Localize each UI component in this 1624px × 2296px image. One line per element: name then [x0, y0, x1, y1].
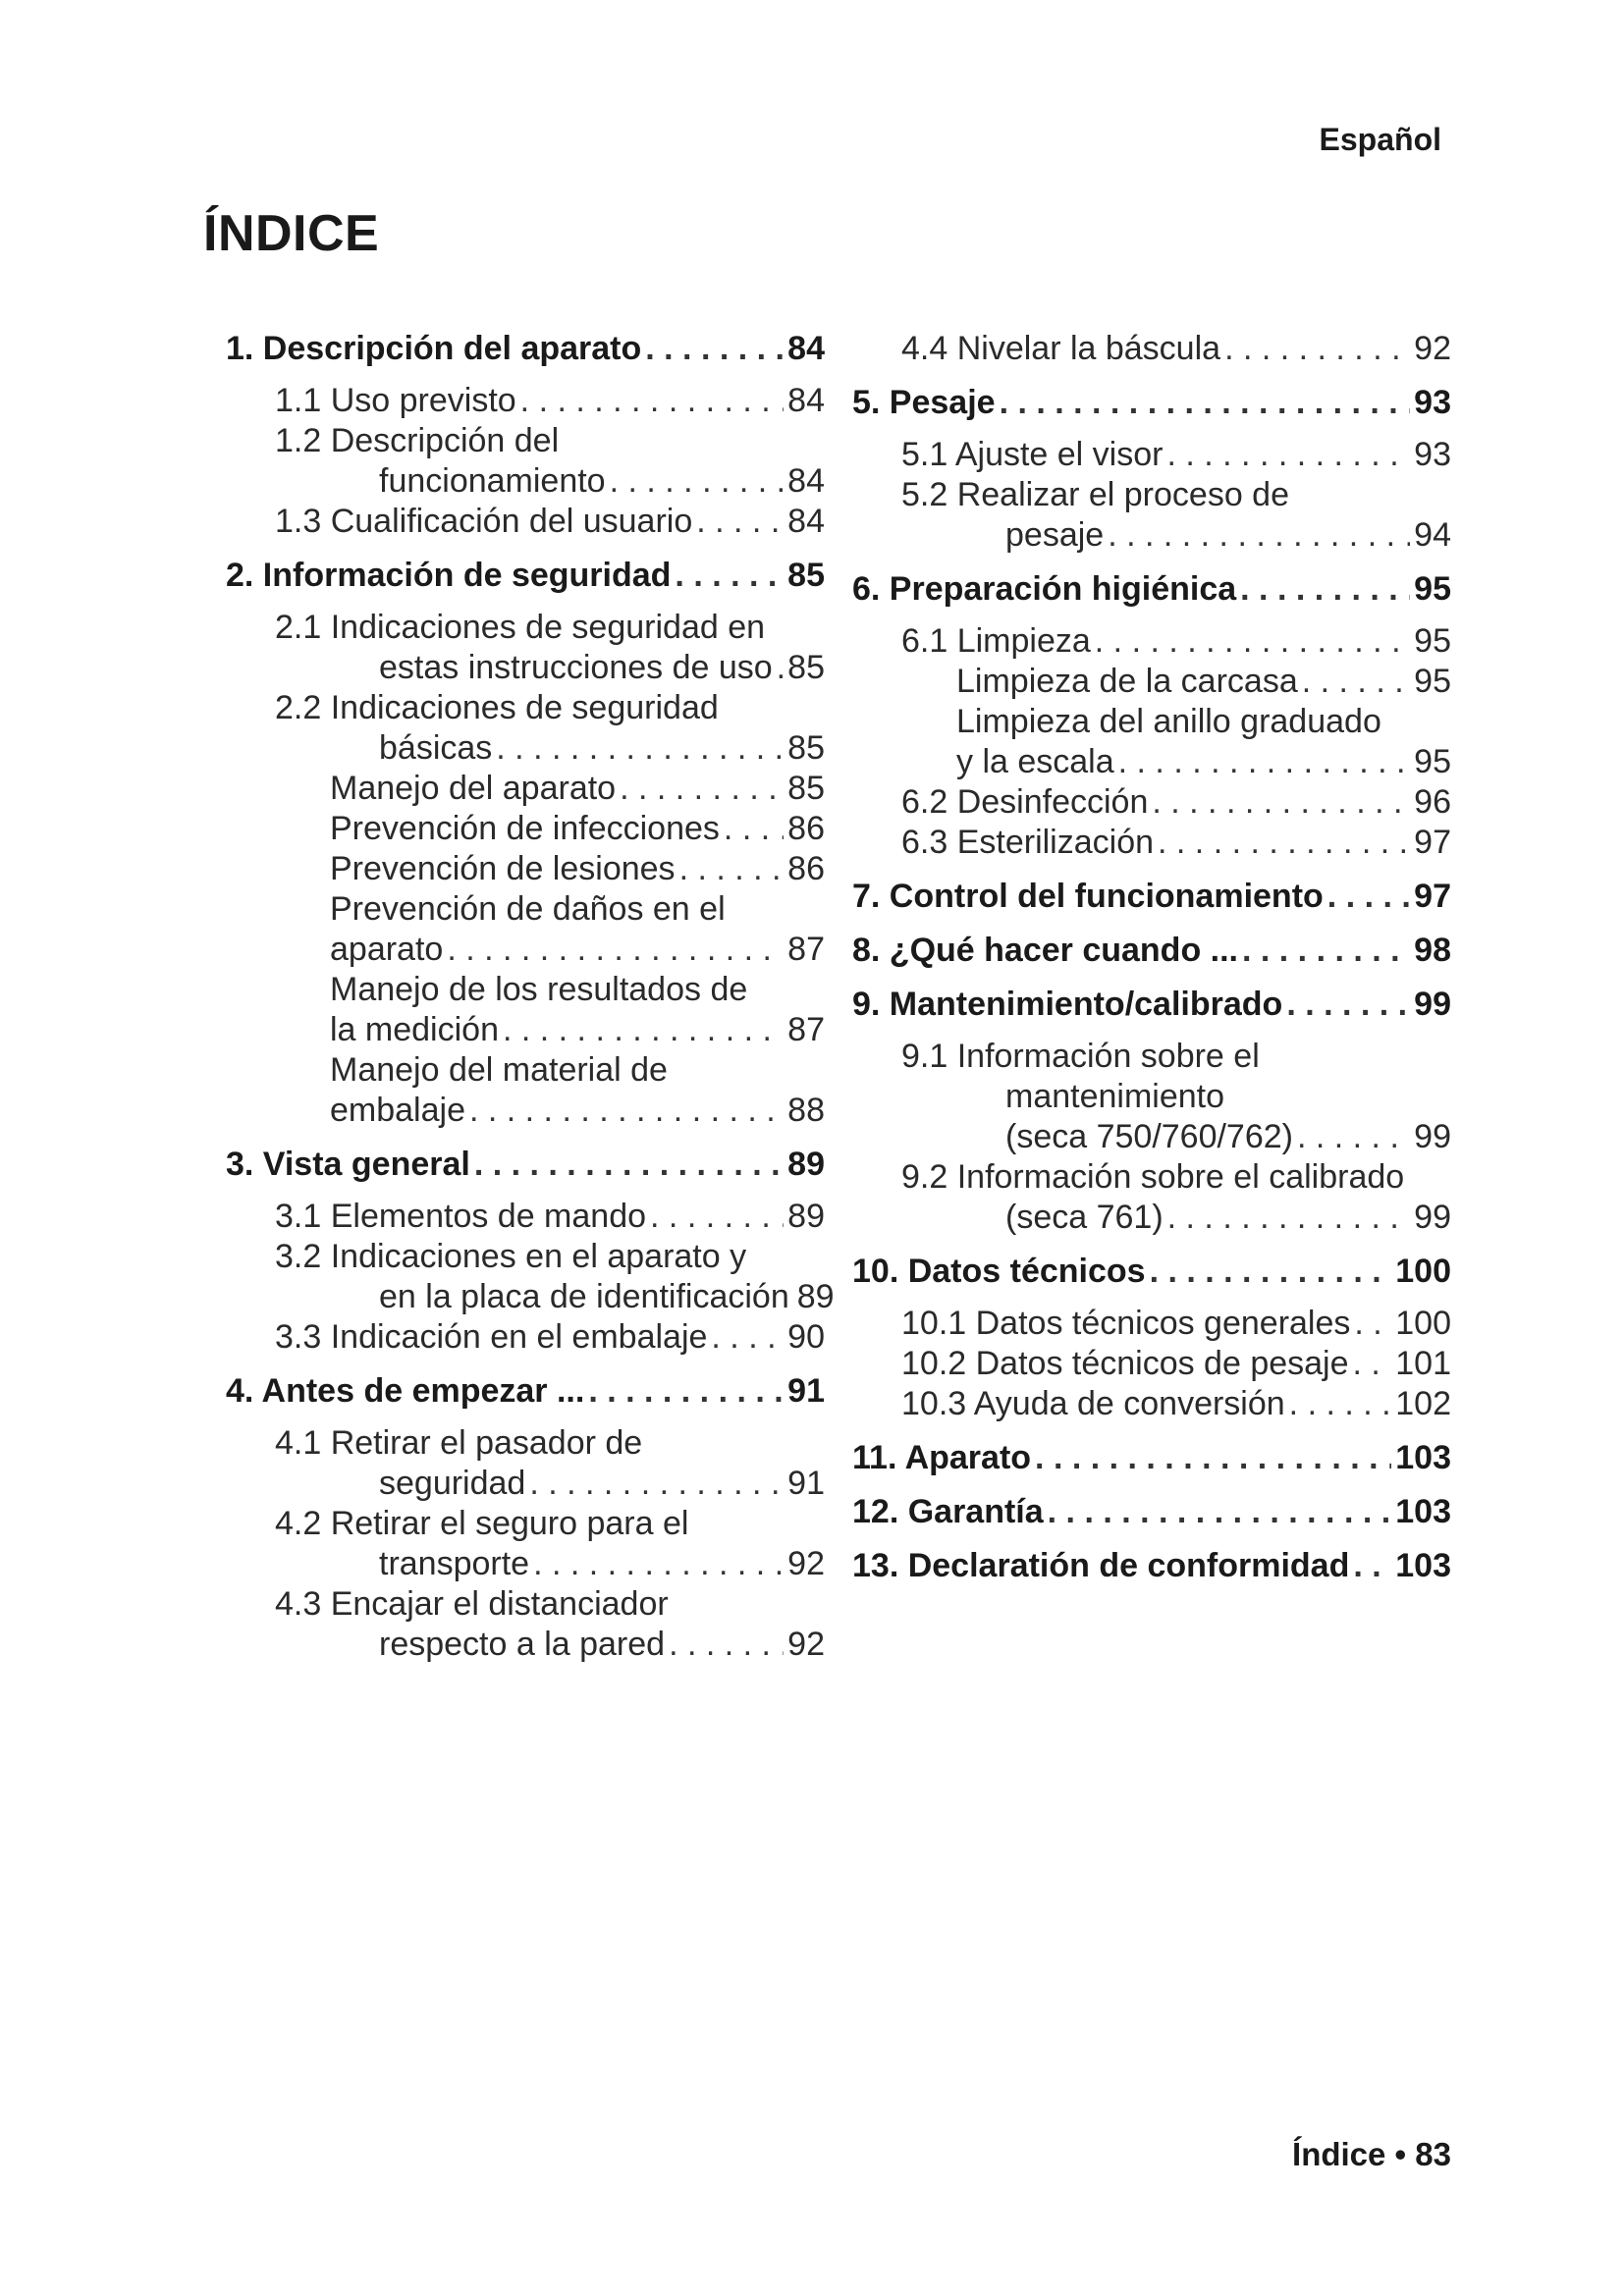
- dot-leader: [520, 381, 785, 421]
- toc-page-number: 92: [1414, 330, 1451, 367]
- toc-page-number: 88: [787, 1092, 825, 1129]
- toc-entry[interactable]: [852, 1344, 1451, 1384]
- toc-entry-title: aparato: [330, 931, 444, 968]
- toc-entry-title: 10.3 Ayuda de conversión: [901, 1385, 1285, 1422]
- toc-entry[interactable]: [226, 1504, 825, 1584]
- toc-entry[interactable]: [852, 823, 1451, 863]
- dot-leader: [645, 329, 784, 369]
- toc-entry[interactable]: [226, 608, 825, 688]
- dot-leader: [675, 556, 784, 596]
- toc-entry[interactable]: [852, 985, 1451, 1025]
- toc-entry-title: 10.2 Datos técnicos de pesaje: [901, 1345, 1349, 1382]
- toc-entry[interactable]: [226, 889, 825, 970]
- toc-entry[interactable]: [852, 435, 1451, 475]
- dot-leader: [1095, 621, 1410, 662]
- dot-leader: [1327, 877, 1410, 917]
- dot-leader: [1286, 985, 1410, 1025]
- dot-leader: [496, 728, 784, 769]
- toc-entry-title: 10. Datos técnicos: [852, 1253, 1146, 1290]
- dot-leader: [1242, 931, 1410, 971]
- toc-entry[interactable]: [226, 1423, 825, 1504]
- toc-page-number: 95: [1414, 663, 1451, 700]
- toc-entry-title: 13. Declaratión de conformidad: [852, 1547, 1350, 1584]
- toc-column-left: [226, 329, 835, 1665]
- toc-entry[interactable]: [852, 329, 1451, 369]
- toc-entry-title: 1. Descripción del aparato: [226, 330, 642, 367]
- toc-entry-title: y la escala: [956, 743, 1114, 780]
- toc-entry-title: 12. Garantía: [852, 1493, 1044, 1530]
- toc-entry-title: 4. Antes de empezar ...: [226, 1372, 585, 1410]
- dot-leader: [1353, 1344, 1392, 1384]
- toc-page-number: 87: [787, 1011, 825, 1048]
- dot-leader: [1289, 1384, 1392, 1424]
- toc-page-number: 85: [787, 557, 825, 594]
- dot-leader: [503, 1010, 784, 1050]
- dot-leader: [669, 1625, 784, 1665]
- toc-entry[interactable]: [226, 1145, 825, 1185]
- toc-entry-title: respecto a la pared: [379, 1626, 666, 1663]
- toc-entry-title-line: 4.1 Retirar el pasador de: [275, 1424, 643, 1462]
- dot-leader: [1166, 435, 1410, 475]
- toc-entry-title-line: 1.2 Descripción del: [275, 422, 560, 459]
- toc-entry-title: 5. Pesaje: [852, 384, 996, 421]
- toc-entry-title: 2. Información de seguridad: [226, 557, 672, 594]
- toc-page-number: 91: [787, 1372, 825, 1410]
- toc-entry[interactable]: [226, 809, 825, 849]
- toc-page-number: 89: [796, 1278, 835, 1315]
- toc-entry-title: embalaje: [330, 1092, 465, 1129]
- toc-entry-title-line: Manejo de los resultados de: [330, 971, 748, 1008]
- toc-page-number: 91: [787, 1465, 825, 1502]
- dot-leader: [529, 1464, 784, 1504]
- toc-page-number: 89: [787, 1146, 825, 1183]
- dot-leader: [610, 461, 785, 502]
- toc-entry-title: 6.1 Limpieza: [901, 622, 1091, 660]
- toc-entry[interactable]: [226, 1197, 825, 1237]
- toc-entry-title-line: Limpieza del anillo graduado: [956, 703, 1381, 740]
- toc-entry-title: estas instrucciones de uso: [379, 649, 773, 686]
- dot-leader: [1000, 383, 1411, 423]
- toc-page-number: 95: [1414, 743, 1451, 780]
- toc-entry[interactable]: [852, 1037, 1451, 1157]
- toc-page-number: 100: [1395, 1253, 1451, 1290]
- toc-page-number: 87: [787, 931, 825, 968]
- toc-entry[interactable]: [852, 662, 1451, 702]
- dot-leader: [696, 502, 784, 542]
- page-title: ÍNDICE: [203, 205, 380, 262]
- toc-entry[interactable]: [226, 970, 825, 1050]
- toc-entry-title: Manejo del aparato: [330, 770, 617, 807]
- dot-leader: [1108, 515, 1410, 556]
- dot-leader: [777, 648, 785, 688]
- dot-leader: [1354, 1304, 1391, 1344]
- toc-page-number: 85: [787, 729, 825, 767]
- toc-entry-title: la medición: [330, 1011, 499, 1048]
- toc-page-number: 97: [1414, 824, 1451, 861]
- toc-entry[interactable]: [852, 1384, 1451, 1424]
- toc-entry-title-line: mantenimiento: [1005, 1078, 1225, 1115]
- dot-leader: [1302, 662, 1410, 702]
- toc-entry-title: 1.1 Uso previsto: [275, 382, 516, 419]
- dot-leader: [588, 1371, 784, 1412]
- toc-entry-title: (seca 761): [1005, 1199, 1164, 1236]
- toc-page-number: 103: [1395, 1547, 1451, 1584]
- toc-entry-title-line: 4.3 Encajar el distanciador: [275, 1585, 669, 1623]
- toc-entry-title: pesaje: [1005, 516, 1105, 554]
- toc-entry-title: 1.3 Cualificación del usuario: [275, 503, 693, 540]
- toc-entry-title: 8. ¿Qué hacer cuando ...: [852, 932, 1238, 969]
- toc-page-number: 102: [1395, 1385, 1451, 1422]
- toc-entry[interactable]: [852, 782, 1451, 823]
- toc-entry[interactable]: [226, 688, 825, 769]
- toc-entry[interactable]: [852, 621, 1451, 662]
- toc-entry-title-line: Prevención de daños en el: [330, 890, 726, 928]
- toc-entry-title: 6.2 Desinfección: [901, 783, 1149, 821]
- toc-entry-title: 10.1 Datos técnicos generales: [901, 1305, 1351, 1342]
- toc-page-number: 93: [1414, 384, 1451, 421]
- toc-entry[interactable]: [226, 556, 825, 596]
- toc-entry-title: 7. Control del funcionamiento: [852, 878, 1324, 915]
- toc-entry[interactable]: [226, 849, 825, 889]
- dot-leader: [1158, 823, 1410, 863]
- toc-entry[interactable]: [852, 1438, 1451, 1478]
- dot-leader: [533, 1544, 784, 1584]
- toc-page-number: 90: [787, 1318, 825, 1356]
- toc-entry[interactable]: [226, 329, 825, 369]
- toc-page-number: 95: [1414, 622, 1451, 660]
- dot-leader: [1035, 1438, 1391, 1478]
- dot-leader: [1297, 1117, 1410, 1157]
- toc-entry[interactable]: [226, 421, 825, 502]
- toc-entry-title: Limpieza de la carcasa: [956, 663, 1298, 700]
- toc-page-number: 84: [787, 503, 825, 540]
- toc-page-number: 98: [1414, 932, 1451, 969]
- toc-entry-title: en la placa de identificación: [379, 1278, 789, 1315]
- toc-entry-title-line: 9.1 Información sobre el: [901, 1038, 1260, 1075]
- toc-page-number: 96: [1414, 783, 1451, 821]
- toc-page-number: 103: [1395, 1493, 1451, 1530]
- toc-entry[interactable]: [226, 502, 825, 542]
- dot-leader: [447, 930, 784, 970]
- toc-entry-title: 5.1 Ajuste el visor: [901, 436, 1164, 473]
- dot-leader: [650, 1197, 784, 1237]
- dot-leader: [1152, 782, 1410, 823]
- toc-entry-title: Prevención de infecciones: [330, 810, 720, 847]
- toc-page-number: 99: [1414, 1199, 1451, 1236]
- dot-leader: [1224, 329, 1410, 369]
- dot-leader: [1118, 742, 1411, 782]
- toc-page-number: 85: [787, 770, 825, 807]
- toc-entry[interactable]: [852, 1157, 1451, 1238]
- dot-leader: [1240, 569, 1410, 610]
- toc-page-number: 86: [787, 850, 825, 887]
- toc-entry[interactable]: [226, 381, 825, 421]
- toc-page-number: 84: [787, 382, 825, 419]
- toc-entry[interactable]: [852, 702, 1451, 782]
- toc-entry-title: (seca 750/760/762): [1005, 1118, 1293, 1155]
- toc-entry[interactable]: [226, 1237, 835, 1317]
- dot-leader: [1150, 1252, 1392, 1292]
- toc-page-number: 84: [787, 330, 825, 367]
- toc-page-number: 86: [787, 810, 825, 847]
- toc-entry-title: 3.1 Elementos de mando: [275, 1198, 647, 1235]
- toc-entry[interactable]: [226, 769, 825, 809]
- toc-entry[interactable]: [226, 1317, 825, 1358]
- toc-entry-title: 3.3 Indicación en el embalaje: [275, 1318, 708, 1356]
- toc-page-number: 97: [1414, 878, 1451, 915]
- toc-entry[interactable]: [852, 877, 1451, 917]
- dot-leader: [474, 1145, 784, 1185]
- toc-entry[interactable]: [852, 383, 1451, 423]
- dot-leader: [711, 1317, 784, 1358]
- language-label: Español: [1319, 122, 1441, 157]
- toc-page-number: 89: [787, 1198, 825, 1235]
- toc-entry-title-line: 3.2 Indicaciones en el aparato y: [275, 1238, 747, 1275]
- toc-entry-title: 6.3 Esterilización: [901, 824, 1155, 861]
- dot-leader: [724, 809, 784, 849]
- toc-page-number: 99: [1414, 1118, 1451, 1155]
- toc-page-number: 100: [1395, 1305, 1451, 1342]
- toc-entry-title-line: 9.2 Información sobre el calibrado: [901, 1158, 1405, 1196]
- dot-leader: [620, 769, 784, 809]
- toc-page-number: 101: [1395, 1345, 1451, 1382]
- dot-leader: [679, 849, 785, 889]
- toc-entry-title-line: 4.2 Retirar el seguro para el: [275, 1505, 689, 1542]
- toc-entry-title: 3. Vista general: [226, 1146, 470, 1183]
- toc-entry[interactable]: [852, 1546, 1451, 1586]
- toc-entry-title: seguridad: [379, 1465, 526, 1502]
- toc-page-number: 84: [787, 462, 825, 500]
- toc-entry-title: 9. Mantenimiento/calibrado: [852, 986, 1283, 1023]
- toc-entry-title-line: 2.1 Indicaciones de seguridad en: [275, 609, 766, 646]
- toc-entry[interactable]: [852, 1304, 1451, 1344]
- toc-entry[interactable]: [226, 1050, 825, 1131]
- toc-entry[interactable]: [852, 569, 1451, 610]
- dot-leader: [469, 1091, 784, 1131]
- toc-entry-title-line: Manejo del material de: [330, 1051, 668, 1089]
- toc-entry-title: funcionamiento: [379, 462, 606, 500]
- dot-leader: [1048, 1492, 1392, 1532]
- toc-entry-title: 6. Preparación higiénica: [852, 570, 1237, 608]
- toc-entry[interactable]: [226, 1584, 825, 1665]
- toc-entry-title: 11. Aparato: [852, 1439, 1032, 1476]
- page-footer: Índice • 83: [1292, 2136, 1451, 2172]
- toc-entry-title: Prevención de lesiones: [330, 850, 676, 887]
- dot-leader: [1167, 1198, 1411, 1238]
- toc-page-number: 92: [787, 1545, 825, 1582]
- toc-page-number: 99: [1414, 986, 1451, 1023]
- toc-page-number: 85: [787, 649, 825, 686]
- toc-entry-title: básicas: [379, 729, 493, 767]
- toc-entry[interactable]: [852, 1492, 1451, 1532]
- toc-page-number: 95: [1414, 570, 1451, 608]
- toc-entry-title: 4.4 Nivelar la báscula: [901, 330, 1221, 367]
- toc-entry[interactable]: [852, 931, 1451, 971]
- toc-column-right: [852, 329, 1451, 1598]
- toc-entry-title: transporte: [379, 1545, 530, 1582]
- toc-entry-title-line: 5.2 Realizar el proceso de: [901, 476, 1290, 513]
- dot-leader: [1353, 1546, 1391, 1586]
- toc-page-number: 93: [1414, 436, 1451, 473]
- toc-page-number: 92: [787, 1626, 825, 1663]
- toc-page-number: 94: [1414, 516, 1451, 554]
- toc-entry-title-line: 2.2 Indicaciones de seguridad: [275, 689, 719, 726]
- toc-entry[interactable]: [852, 475, 1451, 556]
- toc-page-number: 103: [1395, 1439, 1451, 1476]
- toc-entry[interactable]: [852, 1252, 1451, 1292]
- toc-entry[interactable]: [226, 1371, 825, 1412]
